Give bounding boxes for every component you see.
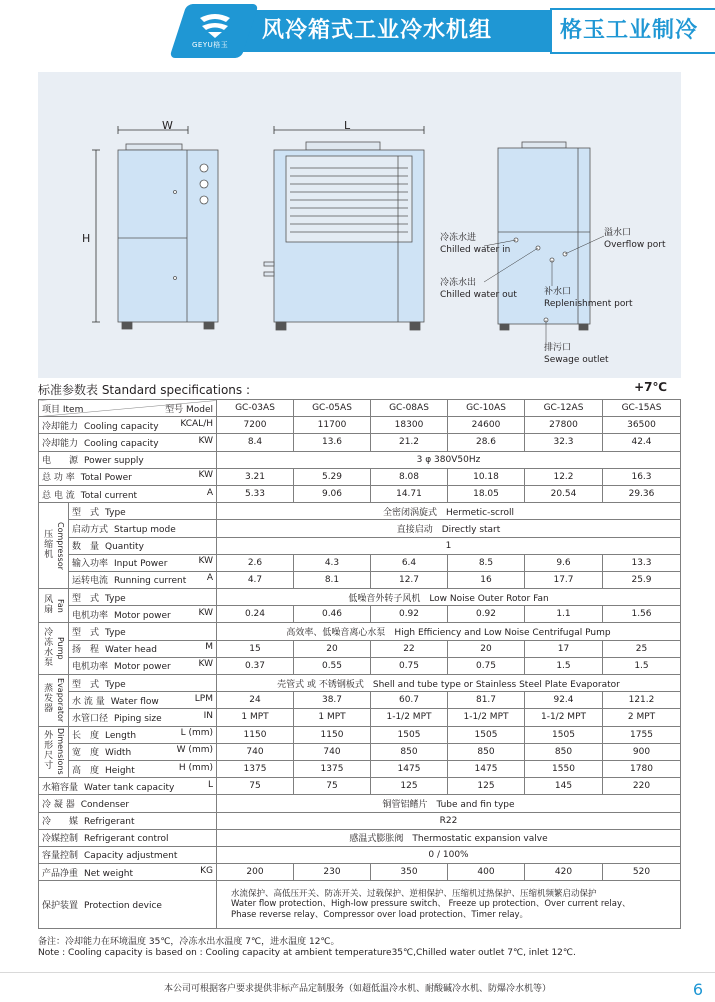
value-cell: 1.5 bbox=[525, 657, 603, 674]
value-cell: 21.2 bbox=[371, 434, 448, 451]
label-cn: 电机功率 bbox=[72, 662, 109, 673]
label-en: Capacity adjustment bbox=[84, 851, 178, 862]
label-en: Type bbox=[105, 593, 126, 604]
category-dimensions bbox=[39, 726, 69, 778]
label-en: Refrigerant control bbox=[84, 834, 169, 845]
label-en: Net weight bbox=[84, 868, 134, 879]
value-cell: 25 bbox=[603, 640, 681, 657]
dimension-l-label: L bbox=[344, 119, 351, 132]
row-label bbox=[69, 623, 217, 640]
model-header: GC-08AS bbox=[371, 400, 448, 417]
label-cn: 输入功率 bbox=[72, 559, 109, 570]
spec-row-refrigerant_control bbox=[39, 829, 681, 846]
value-cell: 1780 bbox=[603, 760, 681, 777]
row-label bbox=[69, 571, 217, 588]
value-cell: 850 bbox=[371, 743, 448, 760]
value-cell: 2.6 bbox=[217, 554, 294, 571]
value-cell: 1550 bbox=[525, 760, 603, 777]
note-en: Note : Cooling capacity is based on : Cooling capacity at ambient temperature35℃,Chilled water outlet 7℃, inlet 12℃. bbox=[38, 948, 576, 958]
label-cn: 水 流 量 bbox=[72, 696, 105, 707]
value-cell: 1150 bbox=[294, 726, 371, 743]
model-header: GC-12AS bbox=[525, 400, 603, 417]
brand-name: 格玉工业制冷 bbox=[560, 18, 699, 43]
value-cell: 5.29 bbox=[294, 468, 371, 485]
label-unit: L (mm) bbox=[180, 728, 213, 739]
value-cell: 0.75 bbox=[371, 657, 448, 674]
value-cell: 81.7 bbox=[448, 692, 525, 709]
spec-heading: 标准参数表 Standard specifications : bbox=[38, 383, 251, 397]
value-cell: 1375 bbox=[294, 760, 371, 777]
category-compressor bbox=[39, 503, 69, 589]
label-en: Width bbox=[105, 748, 132, 759]
value-cell-merged: 全密闭涡旋式 Hermetic-scroll bbox=[217, 503, 681, 520]
value-cell: 5.33 bbox=[217, 485, 294, 502]
label-cn: 宽 度 bbox=[72, 748, 100, 759]
machine-diagram bbox=[38, 72, 681, 378]
label-cn: 扬 程 bbox=[72, 645, 100, 656]
value-cell-merged: 壳管式 或 不锈钢板式 Shell and tube type or Stainless Steel Plate Evaporator bbox=[217, 675, 681, 692]
front-view bbox=[92, 126, 218, 329]
value-cell: 4.7 bbox=[217, 571, 294, 588]
row-label bbox=[39, 829, 217, 846]
value-cell: 1505 bbox=[525, 726, 603, 743]
value-cell: 740 bbox=[294, 743, 371, 760]
value-cell: 0.46 bbox=[294, 606, 371, 623]
spec-row-total_power bbox=[39, 468, 681, 485]
value-cell: 75 bbox=[294, 778, 371, 795]
value-cell: 8.5 bbox=[448, 554, 525, 571]
row-label bbox=[39, 485, 217, 502]
label-cn: 保护装置 bbox=[42, 901, 79, 912]
value-cell: 350 bbox=[371, 864, 448, 881]
label-en: Power supply bbox=[84, 456, 144, 467]
chilled-water-in-label: 冷冻水进 Chilled water in bbox=[440, 233, 511, 256]
value-cell: 900 bbox=[603, 743, 681, 760]
category-en: Dimensions bbox=[55, 728, 65, 776]
machine-drawings bbox=[38, 72, 681, 378]
label-cn: 冷 凝 器 bbox=[42, 799, 75, 810]
label-en: Startup mode bbox=[114, 524, 176, 535]
category-cn: 冷冻水泵 bbox=[44, 627, 54, 668]
footer-divider bbox=[0, 972, 715, 973]
spec-row-refrigerant bbox=[39, 812, 681, 829]
value-cell: 6.4 bbox=[371, 554, 448, 571]
category-cn: 压缩机 bbox=[44, 529, 54, 560]
value-cell: 20.54 bbox=[525, 485, 603, 502]
category-fan bbox=[39, 589, 69, 623]
spec-row-pump-type bbox=[39, 623, 681, 640]
model-header: GC-03AS bbox=[217, 400, 294, 417]
row-label bbox=[69, 503, 217, 520]
spec-row-evaporator-flow bbox=[39, 692, 681, 709]
row-label bbox=[69, 554, 217, 571]
model-header: GC-15AS bbox=[603, 400, 681, 417]
value-cell: 16 bbox=[448, 571, 525, 588]
label-unit: H (mm) bbox=[178, 762, 213, 773]
row-label bbox=[69, 520, 217, 537]
value-cell: 1375 bbox=[217, 760, 294, 777]
category-en: Fan bbox=[55, 598, 65, 613]
value-cell: 13.3 bbox=[603, 554, 681, 571]
dimension-w-label: W bbox=[162, 119, 173, 132]
label-cn: 水箱容量 bbox=[42, 782, 79, 793]
label-cn: 产品净重 bbox=[42, 868, 79, 879]
page-title: 风冷箱式工业冷水机组 bbox=[262, 18, 493, 43]
value-cell: 740 bbox=[217, 743, 294, 760]
label-cn: 型 式 bbox=[72, 679, 100, 690]
logo-text: GEYU格玉 bbox=[192, 41, 229, 49]
value-cell: 1475 bbox=[371, 760, 448, 777]
label-unit: KCAL/H bbox=[180, 418, 213, 429]
value-cell: 2 MPT bbox=[603, 709, 681, 726]
spec-row-protection bbox=[39, 881, 681, 929]
label-en: Motor power bbox=[114, 662, 171, 673]
row-label bbox=[39, 417, 217, 434]
label-en: Water tank capacity bbox=[84, 782, 175, 793]
value-cell-merged: 1 bbox=[217, 537, 681, 554]
value-cell: 15 bbox=[217, 640, 294, 657]
row-label bbox=[69, 537, 217, 554]
value-cell: 24600 bbox=[448, 417, 525, 434]
category-en: Pump bbox=[55, 637, 65, 661]
spec-row-fan-type bbox=[39, 589, 681, 606]
label-unit: KW bbox=[198, 470, 213, 481]
spec-header-row bbox=[39, 400, 681, 417]
value-cell-merged: 高效率、低噪音离心水泵 High Efficiency and Low Noise Centrifugal Pump bbox=[217, 623, 681, 640]
footer-text: 本公司可根据客户要求提供非标产品定制服务（如超低温冷水机、耐酸碱冷水机、防爆冷水机等） bbox=[163, 984, 551, 994]
value-cell: 22 bbox=[371, 640, 448, 657]
value-cell: 125 bbox=[371, 778, 448, 795]
label-cn: 电机功率 bbox=[72, 610, 109, 621]
spec-row-compressor-startup bbox=[39, 520, 681, 537]
value-cell: 0.92 bbox=[371, 606, 448, 623]
value-cell-merged: 低噪音外转子风机 Low Noise Outer Rotor Fan bbox=[217, 589, 681, 606]
label-cn: 总 电 流 bbox=[42, 490, 75, 501]
label-unit: A bbox=[206, 573, 213, 584]
value-cell: 32.3 bbox=[525, 434, 603, 451]
value-cell: 1755 bbox=[603, 726, 681, 743]
spec-row-pump-head bbox=[39, 640, 681, 657]
value-cell: 400 bbox=[448, 864, 525, 881]
row-label bbox=[39, 812, 217, 829]
category-cn: 风扇 bbox=[44, 594, 54, 615]
category-en: Compressor bbox=[55, 521, 65, 570]
value-cell: 1475 bbox=[448, 760, 525, 777]
row-label bbox=[69, 692, 217, 709]
protection-line: Water flow protection、High-low pressure switch、 Freeze up protection、Over current relay、 bbox=[231, 899, 631, 910]
label-cn: 容量控制 bbox=[42, 851, 79, 862]
value-cell: 520 bbox=[603, 864, 681, 881]
value-cell: 12.7 bbox=[371, 571, 448, 588]
label-en: Cooling capacity bbox=[84, 438, 159, 449]
value-cell: 1-1/2 MPT bbox=[448, 709, 525, 726]
value-cell: 18300 bbox=[371, 417, 448, 434]
value-cell: 1505 bbox=[448, 726, 525, 743]
value-cell: 17 bbox=[525, 640, 603, 657]
label-en: Cooling capacity bbox=[84, 421, 159, 432]
value-cell: 16.3 bbox=[603, 468, 681, 485]
logo-icon bbox=[196, 12, 234, 38]
value-cell-merged: R22 bbox=[217, 812, 681, 829]
value-cell: 14.71 bbox=[371, 485, 448, 502]
model-header: GC-10AS bbox=[448, 400, 525, 417]
value-cell: 4.3 bbox=[294, 554, 371, 571]
label-cn: 长 度 bbox=[72, 731, 100, 742]
row-label bbox=[39, 864, 217, 881]
row-label bbox=[69, 675, 217, 692]
value-cell: 1505 bbox=[371, 726, 448, 743]
value-cell: 1-1/2 MPT bbox=[525, 709, 603, 726]
row-label bbox=[39, 468, 217, 485]
protection-details bbox=[217, 881, 681, 929]
value-cell: 10.18 bbox=[448, 468, 525, 485]
spec-row-compressor-running_current bbox=[39, 571, 681, 588]
value-cell: 20 bbox=[294, 640, 371, 657]
label-unit: W (mm) bbox=[176, 745, 213, 756]
chilled-water-out-label: 冷冻水出 Chilled water out bbox=[440, 278, 517, 301]
label-en: Quantity bbox=[105, 542, 144, 553]
value-cell-merged: 0 / 100% bbox=[217, 846, 681, 863]
value-cell: 28.6 bbox=[448, 434, 525, 451]
spec-row-capacity_adj bbox=[39, 846, 681, 863]
row-label bbox=[39, 778, 217, 795]
label-unit: KW bbox=[198, 435, 213, 446]
label-unit: KG bbox=[200, 865, 213, 876]
value-cell: 8.08 bbox=[371, 468, 448, 485]
label-cn: 数 量 bbox=[72, 542, 100, 553]
label-cn: 冷媒控制 bbox=[42, 834, 79, 845]
label-cn: 冷却能力 bbox=[42, 438, 79, 449]
value-cell: 75 bbox=[217, 778, 294, 795]
label-en: Motor power bbox=[114, 610, 171, 621]
spec-row-dimensions-width bbox=[39, 743, 681, 760]
value-cell: 1.56 bbox=[603, 606, 681, 623]
value-cell: 125 bbox=[448, 778, 525, 795]
label-cn: 冷却能力 bbox=[42, 421, 79, 432]
label-cn: 高 度 bbox=[72, 765, 100, 776]
row-label bbox=[69, 709, 217, 726]
value-cell: 27800 bbox=[525, 417, 603, 434]
value-cell: 8.4 bbox=[217, 434, 294, 451]
label-unit: LPM bbox=[194, 693, 213, 704]
label-en: Piping size bbox=[114, 713, 162, 724]
label-unit: L bbox=[207, 779, 213, 790]
value-cell: 60.7 bbox=[371, 692, 448, 709]
label-en: Water head bbox=[105, 645, 157, 656]
label-en: Condenser bbox=[80, 799, 130, 810]
label-unit: KW bbox=[198, 607, 213, 618]
label-en: Input Power bbox=[114, 559, 168, 570]
spec-row-compressor-quantity bbox=[39, 537, 681, 554]
note-cn: 备注：冷却能力在环境温度 35℃，冷冻水出水温度 7℃，进水温度 12℃。 bbox=[38, 937, 340, 947]
value-cell: 8.1 bbox=[294, 571, 371, 588]
label-unit: A bbox=[206, 487, 213, 498]
spec-row-dimensions-height bbox=[39, 760, 681, 777]
spec-row-cap_kcal bbox=[39, 417, 681, 434]
spec-row-evaporator-pipe bbox=[39, 709, 681, 726]
value-cell: 38.7 bbox=[294, 692, 371, 709]
page-header bbox=[0, 0, 715, 62]
value-cell: 121.2 bbox=[603, 692, 681, 709]
value-cell: 0.37 bbox=[217, 657, 294, 674]
model-label: 型号 Model bbox=[165, 404, 213, 415]
value-cell: 1 MPT bbox=[217, 709, 294, 726]
row-label bbox=[69, 760, 217, 777]
value-cell: 25.9 bbox=[603, 571, 681, 588]
value-cell: 42.4 bbox=[603, 434, 681, 451]
value-cell: 1150 bbox=[217, 726, 294, 743]
value-cell: 0.75 bbox=[448, 657, 525, 674]
value-cell: 12.2 bbox=[525, 468, 603, 485]
overflow-port-label: 溢水口 Overflow port bbox=[604, 228, 666, 251]
value-cell: 850 bbox=[448, 743, 525, 760]
protection-line: Phase reverse relay、Compressor over load protection、Timer relay。 bbox=[231, 910, 529, 921]
label-unit: KW bbox=[198, 556, 213, 567]
value-cell: 9.06 bbox=[294, 485, 371, 502]
category-en: Evaporator bbox=[55, 678, 65, 723]
value-cell-merged: 3 φ 380V50Hz bbox=[217, 451, 681, 468]
value-cell: 92.4 bbox=[525, 692, 603, 709]
label-en: Protection device bbox=[84, 901, 162, 912]
label-en: Height bbox=[105, 765, 135, 776]
label-cn: 型 式 bbox=[72, 593, 100, 604]
row-label bbox=[69, 657, 217, 674]
label-cn: 水管口径 bbox=[72, 713, 109, 724]
row-label bbox=[69, 743, 217, 760]
spec-row-condenser bbox=[39, 795, 681, 812]
value-cell: 230 bbox=[294, 864, 371, 881]
spec-row-weight bbox=[39, 864, 681, 881]
item-model-header bbox=[39, 400, 217, 417]
protection-line: 水流保护、高低压开关、防冻开关、过载保护、逆相保护、压缩机过热保护、压缩机频繁启动保护 bbox=[231, 888, 597, 899]
value-cell: 0.92 bbox=[448, 606, 525, 623]
value-cell-merged: 铜管铝鳍片 Tube and fin type bbox=[217, 795, 681, 812]
spec-row-compressor-type bbox=[39, 503, 681, 520]
label-en: Running current bbox=[114, 576, 187, 587]
spec-row-compressor-input_power bbox=[39, 554, 681, 571]
value-cell: 20 bbox=[448, 640, 525, 657]
spec-row-tank bbox=[39, 778, 681, 795]
spec-row-dimensions-length bbox=[39, 726, 681, 743]
sewage-outlet-label: 排污口 Sewage outlet bbox=[544, 343, 609, 366]
side-view bbox=[264, 126, 424, 330]
value-cell: 29.36 bbox=[603, 485, 681, 502]
row-label bbox=[39, 846, 217, 863]
spec-row-total_current bbox=[39, 485, 681, 502]
row-label bbox=[69, 726, 217, 743]
value-cell: 13.6 bbox=[294, 434, 371, 451]
row-label bbox=[39, 451, 217, 468]
spec-row-pump-motor_power bbox=[39, 657, 681, 674]
row-label bbox=[69, 589, 217, 606]
category-pump bbox=[39, 623, 69, 675]
label-en: Type bbox=[105, 679, 126, 690]
value-cell: 3.21 bbox=[217, 468, 294, 485]
label-en: Total Power bbox=[80, 473, 132, 484]
label-cn: 冷 媒 bbox=[42, 817, 79, 828]
label-en: Refrigerant bbox=[84, 817, 135, 828]
row-label bbox=[39, 881, 217, 929]
label-cn: 电 源 bbox=[42, 456, 79, 467]
label-en: Total current bbox=[80, 490, 138, 501]
label-cn: 运转电流 bbox=[72, 576, 109, 587]
item-label: 项目 Item bbox=[42, 404, 84, 415]
label-en: Type bbox=[105, 628, 126, 639]
category-cn: 外形尺寸 bbox=[44, 731, 54, 771]
replenishment-port-label: 补水口 Replenishment port bbox=[544, 287, 633, 310]
label-unit: KW bbox=[198, 659, 213, 670]
value-cell: 11700 bbox=[294, 417, 371, 434]
value-cell: 1.1 bbox=[525, 606, 603, 623]
dimension-h-label: H bbox=[82, 232, 91, 245]
row-label bbox=[39, 434, 217, 451]
label-en: Length bbox=[105, 731, 137, 742]
row-label bbox=[69, 606, 217, 623]
value-cell: 1-1/2 MPT bbox=[371, 709, 448, 726]
label-cn: 型 式 bbox=[72, 628, 100, 639]
category-evaporator bbox=[39, 675, 69, 727]
page-number: 6 bbox=[692, 980, 703, 999]
value-cell: 850 bbox=[525, 743, 603, 760]
value-cell: 17.7 bbox=[525, 571, 603, 588]
spec-row-evaporator-type bbox=[39, 675, 681, 692]
label-unit: M bbox=[205, 642, 213, 653]
value-cell: 18.05 bbox=[448, 485, 525, 502]
model-header: GC-05AS bbox=[294, 400, 371, 417]
value-cell: 220 bbox=[603, 778, 681, 795]
value-cell: 1 MPT bbox=[294, 709, 371, 726]
value-cell: 145 bbox=[525, 778, 603, 795]
spec-table bbox=[38, 399, 681, 929]
value-cell: 36500 bbox=[603, 417, 681, 434]
label-cn: 型 式 bbox=[72, 507, 100, 518]
label-en: Water flow bbox=[110, 696, 159, 707]
value-cell: 1.5 bbox=[603, 657, 681, 674]
label-unit: IN bbox=[203, 710, 213, 721]
category-cn: 蒸发器 bbox=[44, 684, 54, 715]
value-cell: 0.55 bbox=[294, 657, 371, 674]
label-en: Type bbox=[105, 507, 126, 518]
value-cell: 420 bbox=[525, 864, 603, 881]
label-cn: 启动方式 bbox=[72, 524, 109, 535]
spec-row-fan-motor_power bbox=[39, 606, 681, 623]
value-cell-merged: 直接启动 Directly start bbox=[217, 520, 681, 537]
spec-temperature: +7℃ bbox=[634, 380, 667, 394]
label-cn: 总 功 率 bbox=[42, 473, 75, 484]
value-cell: 200 bbox=[217, 864, 294, 881]
value-cell: 7200 bbox=[217, 417, 294, 434]
spec-row-power_supply bbox=[39, 451, 681, 468]
value-cell: 9.6 bbox=[525, 554, 603, 571]
value-cell-merged: 感温式膨胀阀 Thermostatic expansion valve bbox=[217, 829, 681, 846]
row-label bbox=[69, 640, 217, 657]
row-label bbox=[39, 795, 217, 812]
value-cell: 24 bbox=[217, 692, 294, 709]
spec-row-cap_kw bbox=[39, 434, 681, 451]
value-cell: 0.24 bbox=[217, 606, 294, 623]
